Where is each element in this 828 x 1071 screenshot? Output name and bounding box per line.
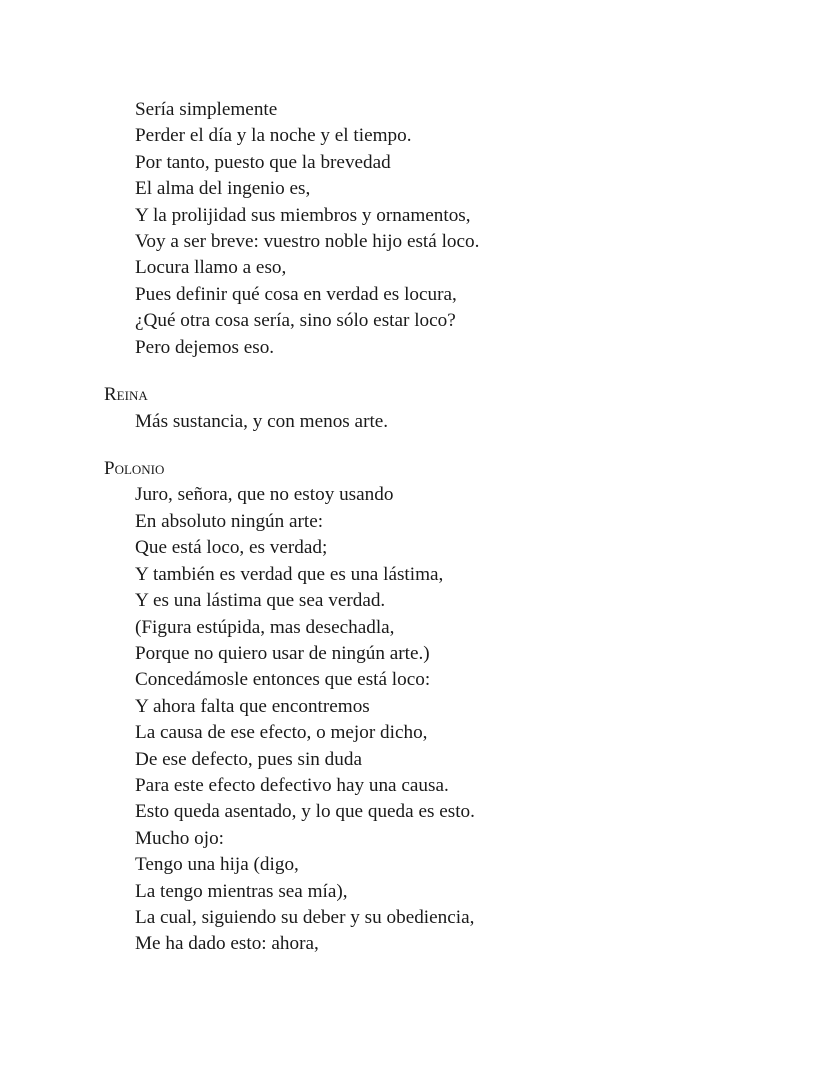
verse-line: Sería simplemente <box>135 99 278 120</box>
speech-polonio <box>0 456 828 958</box>
verse-line: Pues definir qué cosa en verdad es locura, <box>135 283 457 305</box>
verse-line: Locura llamo a eso, <box>135 257 287 279</box>
verse-line: Juro, señora, que no estoy usando <box>135 484 394 506</box>
verse-line: La tengo mientras sea mía), <box>135 880 348 902</box>
verse-line: Más sustancia, y con menos arte. <box>135 410 389 432</box>
verse-line: Porque no quiero usar de ningún arte.) <box>135 642 430 664</box>
verse-line: Perder el día y la noche y el tiempo. <box>135 125 412 147</box>
verse-line: La causa de ese efecto, o mejor dicho, <box>135 722 428 744</box>
verse-lines <box>0 409 828 435</box>
verse-line: Que está loco, es verdad; <box>135 537 328 559</box>
verse-line: ¿Qué otra cosa sería, sino sólo estar loco? <box>135 310 456 332</box>
verse-lines <box>0 97 828 361</box>
verse-line: Y ahora falta que encontremos <box>135 695 370 717</box>
verse-line: Y es una lástima que sea verdad. <box>135 590 386 612</box>
verse-line: Concedámosle entonces que está loco: <box>135 669 431 691</box>
verse-line: Voy a ser breve: vuestro noble hijo está loco. <box>135 231 480 253</box>
verse-line: El alma del ingenio es, <box>135 178 311 200</box>
verse-line: En absoluto ningún arte: <box>135 510 324 532</box>
verse-lines <box>0 482 828 957</box>
verse-line: Tengo una hija (digo, <box>135 854 299 876</box>
speech-continuation <box>0 97 828 361</box>
verse-line: De ese defecto, pues sin duda <box>135 748 362 770</box>
verse-line: Y la prolijidad sus miembros y ornamentos, <box>135 204 471 226</box>
verse-line: Pero dejemos eso. <box>135 336 275 358</box>
speech-reina <box>0 382 828 435</box>
verse-line: (Figura estúpida, mas desechadla, <box>135 616 395 638</box>
verse-line: Esto queda asentado, y lo que queda es esto. <box>135 801 475 823</box>
verse-line: Por tanto, puesto que la brevedad <box>135 151 391 173</box>
verse-line: Para este efecto defectivo hay una causa. <box>135 774 449 796</box>
document-page <box>0 97 828 958</box>
speaker-name: Polonio <box>104 457 165 479</box>
verse-line: Y también es verdad que es una lástima, <box>135 563 444 585</box>
verse-line: Me ha dado esto: ahora, <box>135 933 319 955</box>
verse-line: Mucho ojo: <box>135 827 225 849</box>
speaker-name: Reina <box>104 384 148 406</box>
verse-line: La cual, siguiendo su deber y su obediencia, <box>135 906 475 928</box>
